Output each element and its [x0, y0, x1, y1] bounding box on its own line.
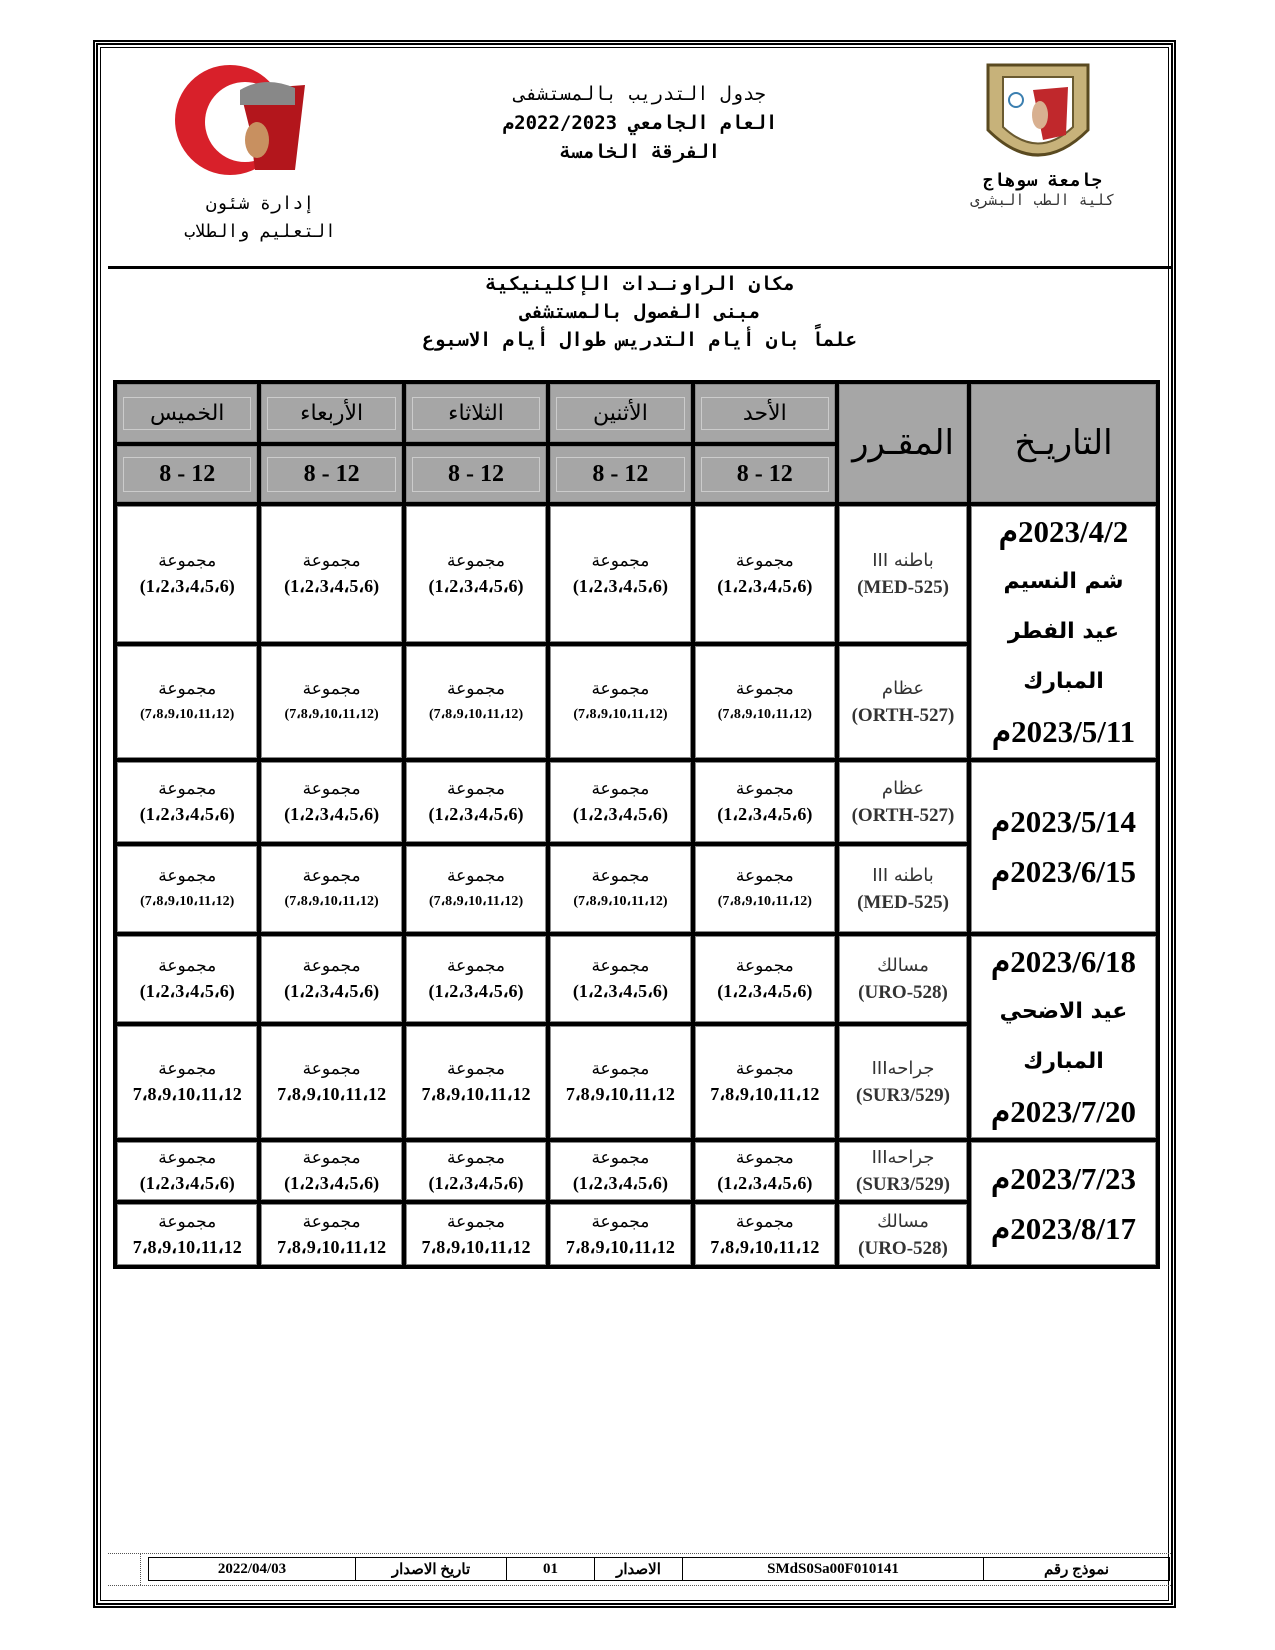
group-cell: [117, 1204, 257, 1265]
time-label: 8 - 12: [412, 457, 540, 492]
schedule-row: [117, 1142, 1156, 1200]
group-label: مجموعة: [735, 551, 794, 572]
group-label: مجموعة: [591, 1148, 650, 1168]
course-cell: [839, 1142, 967, 1200]
group-numbers: (1،2،3،4،5،6): [139, 980, 235, 1001]
course-code: (ORTH-527): [851, 705, 955, 727]
group-cell: [261, 846, 401, 932]
group-label: مجموعة: [735, 1058, 794, 1079]
course-name: باطنه III: [872, 865, 934, 886]
group-numbers: (1،2،3،4،5،6): [572, 980, 668, 1001]
group-numbers: (1،2،3،4،5،6): [284, 1173, 380, 1193]
department-block: [140, 190, 380, 246]
group-numbers: (7،8،9،10،11،12): [284, 894, 379, 909]
group-label: مجموعة: [735, 679, 794, 700]
course-code: (MED-525): [857, 892, 949, 913]
group-numbers: (1،2،3،4،5،6): [717, 1173, 813, 1193]
group-label: مجموعة: [447, 679, 505, 700]
group-numbers: 7،8،9،10،11،12: [132, 1083, 242, 1104]
group-label: مجموعة: [302, 551, 361, 572]
header-row: [117, 384, 1156, 442]
day-header: [550, 384, 690, 442]
group-cell: [406, 762, 546, 842]
schedule-table: [113, 380, 1160, 1269]
group-cell: [550, 1204, 690, 1265]
holiday-note: عيد الاضحي المبارك: [999, 999, 1128, 1074]
schedule-row: [117, 506, 1156, 642]
group-label: مجموعة: [158, 779, 217, 799]
course-cell: [839, 846, 967, 932]
group-label: مجموعة: [158, 866, 217, 886]
group-numbers: (1،2،3،4،5،6): [139, 804, 235, 824]
group-numbers: (1،2،3،4،5،6): [139, 1173, 235, 1193]
course-name: جراحهIII: [871, 1057, 935, 1079]
holiday-note: عيد الفطر المبارك: [1007, 619, 1120, 694]
date: 2023/5/14م: [991, 804, 1136, 839]
group-label: مجموعة: [158, 1211, 217, 1232]
course-code: (SUR3/529): [856, 1174, 950, 1195]
group-cell: [695, 646, 835, 758]
group-label: مجموعة: [158, 551, 217, 572]
course-cell: [839, 936, 967, 1022]
day-header: [695, 384, 835, 442]
group-cell: [261, 646, 401, 758]
group-numbers: (7،8،9،10،11،12): [428, 894, 524, 909]
group-numbers: 7،8،9،10،11،12: [565, 1083, 675, 1104]
course-cell: [839, 506, 967, 642]
group-numbers: (1،2،3،4،5،6): [284, 576, 380, 597]
issue-number: 01: [506, 1558, 594, 1580]
group-cell: [406, 936, 546, 1022]
header-divider: [108, 266, 1171, 269]
course-cell: [839, 646, 967, 758]
group-label: مجموعة: [591, 779, 650, 799]
location-info: [300, 270, 980, 354]
time-header: [261, 446, 401, 502]
course-name: مسالك: [877, 1210, 929, 1232]
group-label: مجموعة: [447, 779, 505, 799]
group-numbers: (1،2،3،4،5،6): [717, 804, 813, 824]
issue-date: 2022/04/03: [217, 1560, 287, 1577]
group-cell: [406, 1204, 546, 1265]
group-label: مجموعة: [158, 679, 217, 700]
group-cell: [261, 762, 401, 842]
group-cell: [117, 646, 257, 758]
group-cell: [406, 646, 546, 758]
group-numbers: (7،8،9،10،11،12): [573, 894, 668, 909]
group-cell: [550, 506, 690, 642]
group-cell: [695, 1142, 835, 1200]
group-numbers: (1،2،3،4،5،6): [284, 804, 380, 824]
group-cell: [117, 762, 257, 842]
group-numbers: 7،8،9،10،11،12: [421, 1083, 531, 1104]
group-label: مجموعة: [591, 1058, 650, 1079]
course-name: عظام: [881, 678, 925, 700]
department-line: إدارة شئون: [205, 193, 315, 214]
course-cell: [839, 1026, 967, 1138]
group-cell: [695, 846, 835, 932]
time-label: 8 - 12: [123, 457, 251, 492]
group-cell: [261, 1204, 401, 1265]
group-numbers: (1،2،3،4،5،6): [428, 980, 524, 1001]
footer-divider: [140, 1553, 141, 1585]
group-numbers: (1،2،3،4،5،6): [717, 980, 813, 1001]
date-range-cell: [971, 1142, 1156, 1265]
group-cell: [695, 506, 835, 642]
group-label: مجموعة: [591, 1211, 650, 1232]
group-label: مجموعة: [302, 679, 361, 700]
course-code: (URO-528): [858, 981, 948, 1003]
group-label: مجموعة: [158, 1148, 217, 1168]
university-name: جامعة سوهاج: [982, 170, 1103, 191]
form-number-label: نموذج رقم: [983, 1558, 1169, 1580]
faculty-name: كلية الطب البشرى: [970, 191, 1115, 209]
date: 2023/6/15م: [991, 854, 1136, 889]
group-numbers: (1،2،3،4،5،6): [428, 1173, 524, 1193]
time-header: [117, 446, 257, 502]
day-header: [406, 384, 546, 442]
teaching-days-note: علماً بان أيام التدريس طوال أيام الاسبوع: [422, 329, 858, 351]
day-header: [117, 384, 257, 442]
issue-date-label: تاريخ الاصدار: [355, 1558, 506, 1580]
group-label: مجموعة: [447, 1148, 505, 1168]
group-label: مجموعة: [302, 1148, 361, 1168]
date: 2023/4/2م: [998, 514, 1129, 549]
group-label: مجموعة: [735, 1211, 794, 1232]
time-header: [550, 446, 690, 502]
group-label: مجموعة: [447, 1211, 505, 1232]
group-numbers: 7،8،9،10،11،12: [277, 1083, 387, 1104]
group-cell: [406, 1026, 546, 1138]
issue-label: الاصدار: [594, 1558, 682, 1580]
time-label: 8 - 12: [556, 457, 684, 492]
university-logo: [978, 55, 1098, 173]
course-code: (URO-528): [858, 1237, 948, 1259]
group-numbers: (1،2،3،4،5،6): [572, 576, 668, 597]
group-numbers: 7،8،9،10،11،12: [132, 1236, 242, 1257]
group-label: مجموعة: [302, 1058, 361, 1079]
university-name-block: [935, 170, 1150, 209]
group-label: مجموعة: [158, 955, 217, 976]
group-label: مجموعة: [302, 866, 361, 886]
group-numbers: (7،8،9،10،11،12): [717, 894, 812, 909]
group-cell: [406, 506, 546, 642]
group-cell: [550, 1142, 690, 1200]
group-cell: [695, 1026, 835, 1138]
holiday-note: شم النسيم: [1003, 569, 1124, 594]
group-cell: [117, 1142, 257, 1200]
group-label: مجموعة: [591, 955, 650, 976]
schedule-row: [117, 762, 1156, 842]
footer-divider: [108, 1585, 1171, 1586]
group-label: مجموعة: [447, 1058, 505, 1079]
group-label: مجموعة: [735, 955, 794, 976]
group-label: مجموعة: [735, 866, 794, 886]
group-label: مجموعة: [735, 779, 794, 799]
group-numbers: (7،8،9،10،11،12): [573, 707, 668, 723]
date-header: التاريـخ: [971, 384, 1156, 502]
department-line: التعليم والطلاب: [184, 221, 336, 242]
date-range-cell: [971, 506, 1156, 758]
group-cell: [550, 646, 690, 758]
group-numbers: (7،8،9،10،11،12): [140, 707, 235, 723]
time-label: 8 - 12: [701, 457, 829, 492]
group-numbers: (7،8،9،10،11،12): [140, 894, 235, 909]
course-name: مسالك: [877, 954, 929, 976]
group-numbers: (7،8،9،10،11،12): [284, 707, 379, 723]
date: 2023/7/23م: [991, 1160, 1136, 1196]
group-cell: [550, 936, 690, 1022]
group-numbers: (7،8،9،10،11،12): [717, 707, 812, 723]
location-line: مكان الراونـدات الإكلينيكية: [485, 273, 795, 295]
group-label: مجموعة: [735, 1148, 794, 1168]
year-level: الفرقة الخامسة: [559, 141, 721, 163]
group-cell: [117, 1026, 257, 1138]
date: 2023/5/11م: [991, 714, 1136, 749]
group-numbers: (1،2،3،4،5،6): [139, 576, 235, 597]
group-numbers: (1،2،3،4،5،6): [284, 980, 380, 1001]
day-label: الأثنين: [556, 397, 684, 430]
course-cell: [839, 762, 967, 842]
day-label: الأربعاء: [267, 397, 395, 430]
date: 2023/7/20م: [991, 1094, 1136, 1129]
group-label: مجموعة: [302, 955, 361, 976]
course-code: (ORTH-527): [851, 805, 955, 826]
group-numbers: (1،2،3،4،5،6): [717, 576, 813, 597]
document-title: [420, 80, 860, 167]
group-cell: [117, 936, 257, 1022]
date-range-cell: [971, 936, 1156, 1138]
group-numbers: 7،8،9،10،11،12: [421, 1236, 531, 1257]
group-numbers: (1،2،3،4،5،6): [572, 804, 668, 824]
group-cell: [550, 1026, 690, 1138]
group-label: مجموعة: [447, 551, 505, 572]
group-cell: [406, 846, 546, 932]
time-label: 8 - 12: [267, 457, 395, 492]
date: 2023/6/18م: [991, 944, 1136, 979]
day-label: الأحد: [701, 397, 829, 430]
course-name: عظام: [881, 778, 925, 799]
group-numbers: 7،8،9،10،11،12: [710, 1083, 820, 1104]
group-numbers: (1،2،3،4،5،6): [572, 1173, 668, 1193]
time-header: [695, 446, 835, 502]
title-line: جدول التدريب بالمستشفى: [514, 83, 766, 105]
course-header: المقـرر: [839, 384, 967, 502]
group-label: مجموعة: [591, 679, 650, 700]
group-label: مجموعة: [591, 551, 650, 572]
day-label: الثلاثاء: [412, 397, 540, 430]
date-range-cell: [971, 762, 1156, 932]
group-cell: [261, 1142, 401, 1200]
group-label: مجموعة: [302, 779, 361, 799]
form-footer: [148, 1557, 1170, 1581]
group-numbers: (1،2،3،4،5،6): [428, 804, 524, 824]
schedule-row: [117, 936, 1156, 1022]
group-numbers: 7،8،9،10،11،12: [277, 1236, 387, 1257]
group-cell: [406, 1142, 546, 1200]
group-cell: [117, 506, 257, 642]
course-cell: [839, 1204, 967, 1265]
date: 2023/8/17م: [991, 1210, 1136, 1246]
group-numbers: (7،8،9،10،11،12): [428, 707, 524, 723]
group-cell: [261, 1026, 401, 1138]
group-numbers: (1،2،3،4،5،6): [428, 576, 524, 597]
course-name: باطنه III: [872, 550, 934, 572]
group-label: مجموعة: [302, 1211, 361, 1232]
group-label: مجموعة: [591, 866, 650, 886]
group-cell: [550, 846, 690, 932]
course-code: (MED-525): [857, 577, 949, 599]
group-cell: [695, 762, 835, 842]
group-numbers: 7،8،9،10،11،12: [565, 1236, 675, 1257]
form-number: SMdS0Sa00F010141: [682, 1558, 983, 1580]
building-line: مبنى الفصول بالمستشفى: [519, 301, 761, 323]
group-cell: [695, 936, 835, 1022]
day-label: الخميس: [123, 397, 251, 430]
group-cell: [550, 762, 690, 842]
academic-year: العام الجامعي 2022/2023م: [502, 112, 778, 134]
group-cell: [117, 846, 257, 932]
group-label: مجموعة: [447, 866, 505, 886]
group-cell: [695, 1204, 835, 1265]
group-numbers: 7،8،9،10،11،12: [710, 1236, 820, 1257]
footer-divider: [108, 1553, 1171, 1554]
course-code: (SUR3/529): [856, 1084, 950, 1106]
group-cell: [261, 936, 401, 1022]
course-name: جراحهIII: [871, 1147, 935, 1168]
group-cell: [261, 506, 401, 642]
group-label: مجموعة: [447, 955, 505, 976]
faculty-logo: [145, 60, 325, 180]
day-header: [261, 384, 401, 442]
group-label: مجموعة: [158, 1058, 217, 1079]
time-header: [406, 446, 546, 502]
